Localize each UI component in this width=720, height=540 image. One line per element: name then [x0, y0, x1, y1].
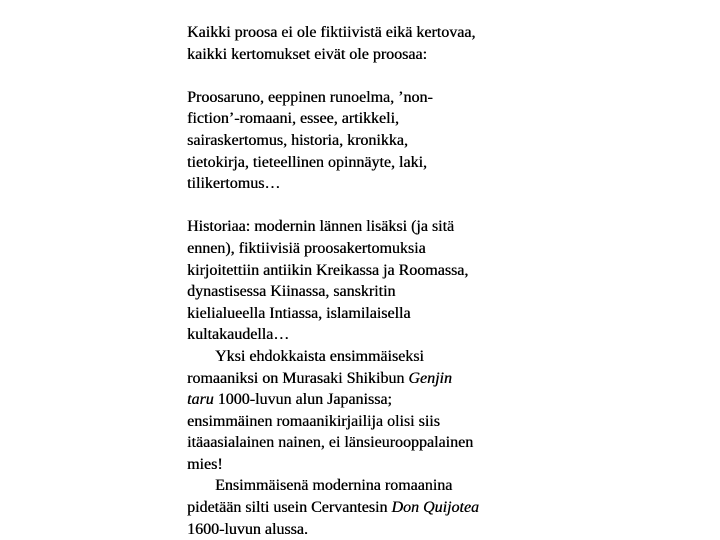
- list-line: tietokirja, tieteellinen opinnäyte, laki,: [187, 153, 427, 171]
- murasaki-line: ensimmäinen romaanikirjailija olisi siis: [187, 412, 440, 430]
- history-line: kultakaudella…: [187, 326, 290, 344]
- paragraph-spacer: [187, 195, 547, 217]
- cervantes-text: pidetään silti usein Cervantesin: [187, 499, 392, 517]
- history-line: ennen), fiktiivisiä proosakertomuksia: [187, 239, 426, 257]
- cervantes-line: [187, 497, 547, 519]
- murasaki-line: mies!: [187, 455, 223, 473]
- cervantes-line: Ensimmäisenä modernina romaanina: [215, 477, 453, 495]
- history-line: dynastisessa Kiinassa, sanskritin: [187, 283, 396, 301]
- murasaki-line: [187, 389, 547, 411]
- list-line: sairaskertomus, historia, kronikka,: [187, 131, 408, 149]
- murasaki-text: romaaniksi on Murasaki Shikibun: [187, 369, 409, 387]
- work-title-italic: taru: [187, 391, 214, 409]
- paragraph-spacer: [187, 65, 547, 87]
- cervantes-line: 1600-luvun alussa.: [187, 520, 308, 538]
- murasaki-paragraph: [187, 346, 547, 476]
- intro-line: kaikki kertomukset eivät ole proosaa:: [187, 45, 427, 63]
- intro-paragraph: [187, 22, 547, 65]
- history-line: kielialueella Intiassa, islamilaisella: [187, 304, 411, 322]
- history-line: kirjoitettiin antiikin Kreikassa ja Roomassa,: [187, 261, 469, 279]
- history-line: Historiaa: modernin lännen lisäksi (ja sitä: [187, 218, 455, 236]
- list-line: tilikertomus…: [187, 175, 281, 193]
- murasaki-line: itäaasialainen nainen, ei länsieurooppalainen: [187, 434, 474, 452]
- murasaki-line: Yksi ehdokkaista ensimmäiseksi: [215, 347, 424, 365]
- work-title-italic: Genjin: [408, 369, 452, 387]
- slide-text-body: [187, 22, 547, 540]
- cervantes-paragraph: [187, 475, 547, 540]
- murasaki-text: 1000-luvun alun Japanissa;: [213, 391, 392, 409]
- list-line: fiction’-romaani, essee, artikkeli,: [187, 110, 399, 128]
- murasaki-line: [187, 368, 547, 390]
- history-paragraph: [187, 216, 547, 346]
- list-line: Proosaruno, eeppinen runoelma, ’non-: [187, 88, 433, 106]
- intro-line: Kaikki proosa ei ole fiktiivistä eikä kertovaa,: [187, 24, 476, 41]
- prose-types-list: [187, 87, 547, 195]
- work-title-italic: Don Quijotea: [391, 499, 479, 517]
